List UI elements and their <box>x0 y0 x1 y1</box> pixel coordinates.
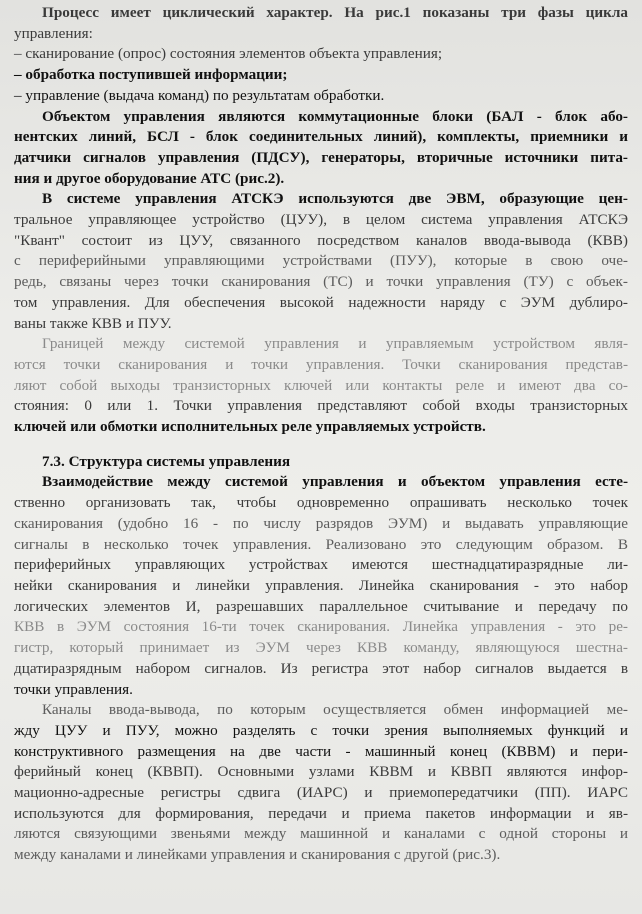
intro-paragraph <box>14 3 628 44</box>
io-channels-paragraph <box>14 700 628 866</box>
control-object-paragraph <box>14 107 628 190</box>
scan-points-paragraph <box>14 334 628 438</box>
text-line: используются для формирования, передачи и приема пакетов информации и яв- <box>14 804 628 822</box>
text-line: периферийных управляющих устройствах имеются шестнадцатиразрядные ли- <box>14 556 628 574</box>
text-line: нентских линий, БСЛ - блок соединительных линий), комплекты, приемники и <box>14 128 628 146</box>
text-line: нейки сканирования и линейки управления. Линейка сканирования - это набор <box>14 576 628 594</box>
text-line: сканирования (удобно 16 - по числу разрядов ЭУМ) и выдавать управляющие <box>14 514 628 532</box>
list-item: – обработка поступившей информации; <box>14 66 288 84</box>
text-line: ваны также КВВ и ПУУ. <box>14 314 172 332</box>
text-line: КВВ в ЭУМ состояния 16-ти точек сканирования. Линейка управления - это ре- <box>14 618 628 636</box>
text-line: ственно организовать так, чтобы одновременно опрашивать несколько точек <box>14 494 628 512</box>
control-system-paragraph <box>14 189 628 334</box>
text-line: с периферийными управляющими устройствами (ПУУ), которые в свою оче- <box>14 252 628 270</box>
text-line: "Квант" состоит из ЦУУ, связанного посредством каналов ввода-вывода (КВВ) <box>14 231 628 249</box>
text-line: Процесс имеет циклический характер. На рис.1 показаны три фазы цикла <box>42 4 628 21</box>
text-line: Объектом управления являются коммутационные блоки (БАЛ - блок або- <box>42 107 628 125</box>
interaction-paragraph <box>14 472 628 700</box>
text-line: Каналы ввода-вывода, по которым осуществляется обмен информацией ме- <box>42 701 628 719</box>
text-line: датчики сигналов управления (ПДСУ), генераторы, вторичные источники пита- <box>14 148 628 166</box>
text-line: точки управления. <box>14 680 133 698</box>
text-line: стояния: 0 или 1. Точки управления представляют собой входы транзисторных <box>14 397 628 415</box>
section-heading: 7.3. Структура системы управления <box>42 452 291 470</box>
text-line: сигналы в несколько точек управления. Реализовано это следующим образом. В <box>14 535 628 553</box>
text-line: Границей между системой управления и управляемым устройством явля- <box>42 335 628 353</box>
list-item: – управление (выдача команд) по результатам обработки. <box>14 86 385 104</box>
section-7-3 <box>14 452 628 866</box>
text-line: Взаимодействие между системой управления и объектом управления есте- <box>42 473 628 491</box>
text-line: ния и другое оборудование АТС (рис.2). <box>14 169 285 187</box>
text-line: жду ЦУУ и ПУУ, можно разделять с точки зрения выполняемых функций и <box>14 721 628 739</box>
text-line: мационно-адресные регистры сдвига (ИАРС) и приемопередатчики (ПП). ИАРС <box>14 784 628 802</box>
text-line: управления: <box>14 24 93 42</box>
text-line: ферийный конец (КВВП). Основными узлами КВВМ и КВВП являются инфор- <box>14 763 628 781</box>
text-line: редь, связаны через точки сканирования (ТС) и точки управления (ТУ) с объек- <box>14 273 628 291</box>
text-line: гистр, который принимает из ЭУМ через КВВ команду, являющуюся шестна- <box>14 639 628 657</box>
text-line: логических элементов И, разрешавших параллельное считывание и передачу по <box>14 597 628 615</box>
text-line: дцатиразрядным набором сигналов. Из регистра этот набор сигналов выдается в <box>14 659 628 677</box>
text-line: ляются связующими звеньями между машинной и каналами с одной стороны и <box>14 825 628 843</box>
text-line: конструктивного размещения на две части - машинный конец (КВВМ) и пери- <box>14 742 628 760</box>
phase-list <box>14 44 628 106</box>
text-line: В системе управления АТСКЭ используются две ЭВМ, образующие цен- <box>42 190 628 208</box>
text-line: между каналами и линейками управления и сканирования с другой (рис.3). <box>14 846 501 864</box>
text-line: ключей или обмотки исполнительных реле управляемых устройств. <box>14 418 486 436</box>
text-line: ляют собой выходы транзисторных ключей или контакты реле и имеют два со- <box>14 376 628 394</box>
text-line: ются точки сканирования и точки управления. Точки сканирования представ- <box>14 355 628 373</box>
list-item: – сканирование (опрос) состояния элементов объекта управления; <box>14 45 443 63</box>
text-line: том управления. Для обеспечения высокой надежности наряду с ЭУМ дублиро- <box>14 293 628 311</box>
text-line: тральное управляющее устройство (ЦУУ), в целом система управления АТСКЭ <box>14 211 628 229</box>
document-text <box>14 3 628 866</box>
